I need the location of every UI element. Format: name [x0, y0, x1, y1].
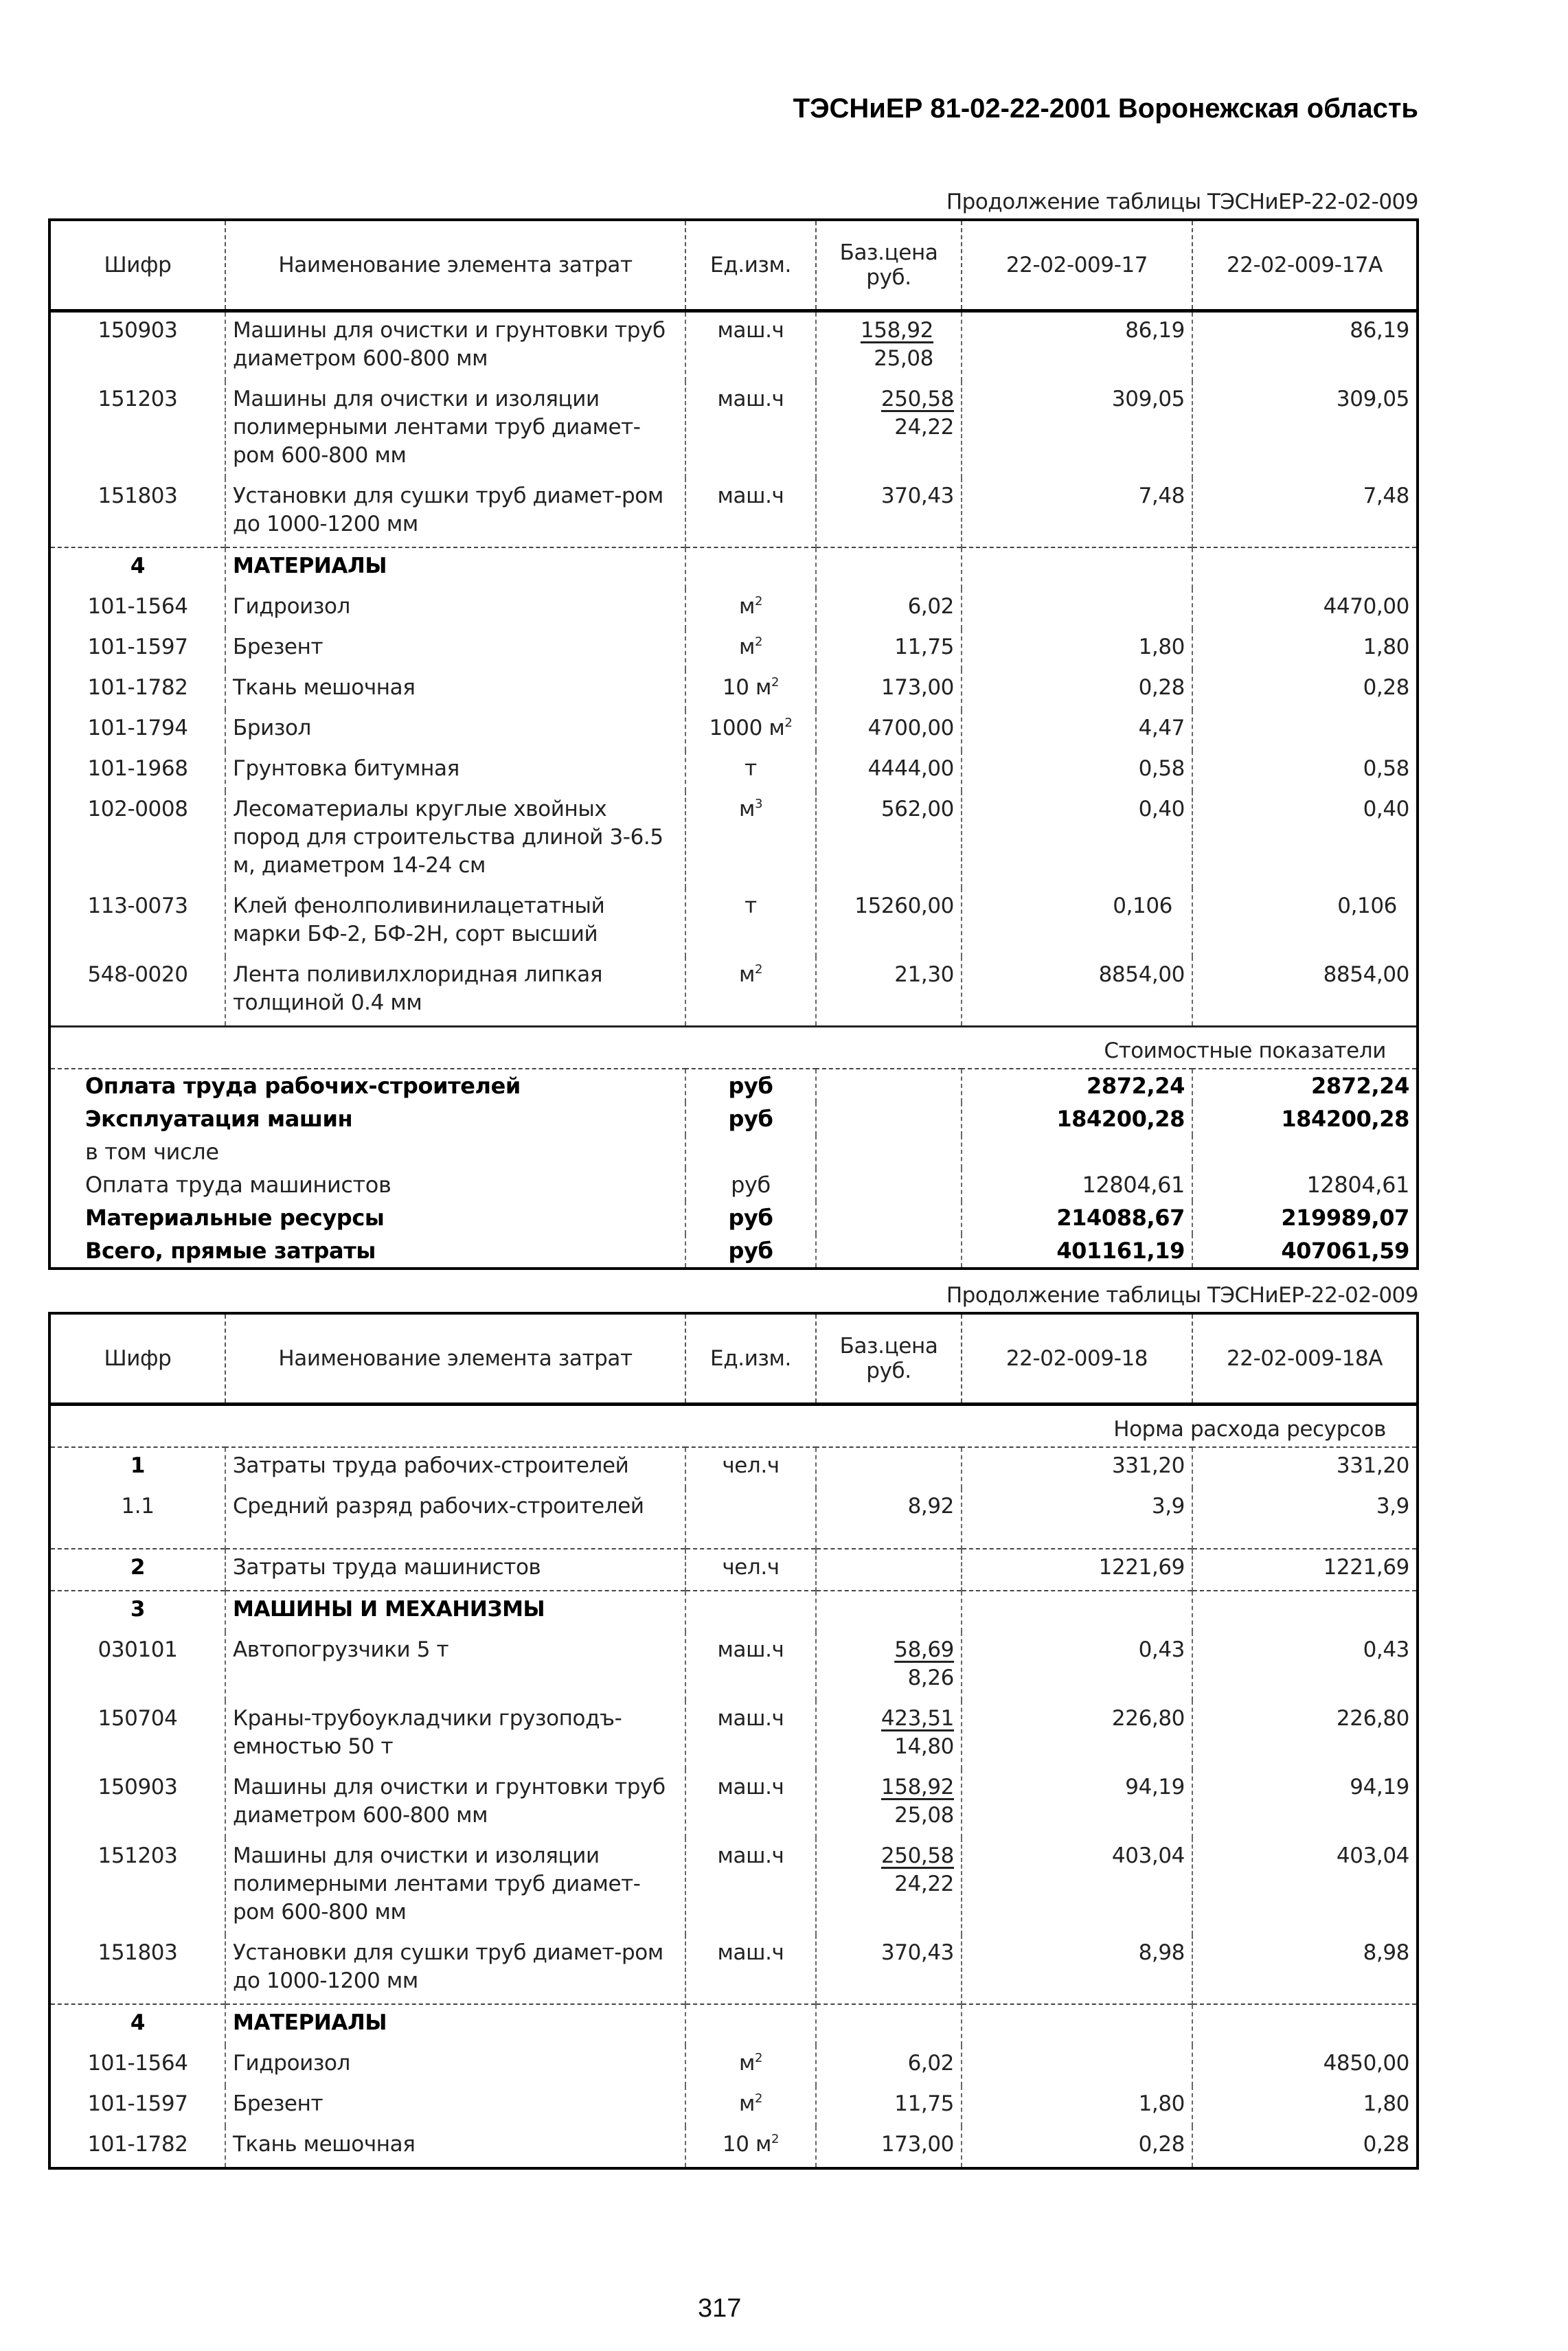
- summary-value-1: 214088,67: [962, 1201, 1192, 1234]
- row-unit: $м^2$: [685, 629, 816, 670]
- section-code: 4: [49, 2004, 225, 2045]
- row-unit: маш.ч: [685, 1935, 816, 2004]
- row-value-2: 4850,00: [1192, 2045, 1418, 2086]
- row-code: 101-1597: [87, 2091, 188, 2116]
- row-unit: маш.ч: [685, 1632, 816, 1701]
- row-price: 11,75: [816, 629, 962, 670]
- row-value-2: 8,98: [1192, 1935, 1418, 2004]
- row-unit: маш.ч: [685, 311, 816, 382]
- table-row: [49, 589, 1418, 629]
- row-name: Установки для сушки труб диамет-ром до 1000-1200 мм: [225, 1935, 685, 2004]
- price-wage: 14,80: [894, 1734, 954, 1759]
- row-unit: маш.ч: [685, 381, 816, 478]
- summary-unit: руб: [685, 1234, 816, 1269]
- row-price: 370,43: [816, 478, 962, 547]
- row-value-1: 8854,00: [962, 957, 1192, 1027]
- col-header-price: Баз.цена руб.: [816, 220, 962, 311]
- table-row: [49, 2086, 1418, 2126]
- row-value-1: 86,19: [962, 311, 1192, 382]
- row-code: 150903: [98, 318, 178, 343]
- table-row: [49, 1838, 1418, 1935]
- row-value-2: 0,28: [1192, 670, 1418, 710]
- summary-unit: руб: [685, 1102, 816, 1135]
- row-value-2: 1221,69: [1192, 1549, 1418, 1591]
- row-value-1: [962, 2045, 1192, 2086]
- col-header-norm-2: 22-02-009-18А: [1192, 1313, 1418, 1405]
- table-row: [49, 670, 1418, 710]
- row-value-1: 0,43: [962, 1632, 1192, 1701]
- price-total: 158,92: [860, 318, 933, 343]
- price-wage: 24,22: [894, 415, 954, 440]
- row-code: 151803: [98, 484, 178, 508]
- row-price: 15260,00: [816, 888, 962, 957]
- row-unit: $м^2$: [685, 2045, 816, 2086]
- table2-caption: Продолжение таблицы ТЭСНиЕР-22-02-009: [946, 1283, 1418, 1308]
- row-value-2: 4470,00: [1192, 589, 1418, 629]
- row-unit: маш.ч: [685, 1701, 816, 1769]
- row-code: 101-1782: [87, 675, 188, 700]
- section-name: МАТЕРИАЛЫ: [225, 2004, 685, 2045]
- band-cost-indicators: [49, 1027, 1418, 1069]
- price-wage: 25,08: [894, 1803, 954, 1828]
- table-row: [49, 1701, 1418, 1769]
- summary-label: Оплата труда рабочих-строителей: [85, 1073, 521, 1099]
- table-row: [49, 1549, 1418, 1591]
- row-name: Установки для сушки труб диамет-ром до 1000-1200 мм: [225, 478, 685, 547]
- row-code: 101-1564: [87, 2051, 188, 2076]
- row-value-1: 226,80: [962, 1701, 1192, 1769]
- section-name: МАШИНЫ И МЕХАНИЗМЫ: [225, 1591, 685, 1632]
- price-total: 58,69: [894, 1637, 954, 1662]
- row-unit: т: [685, 751, 816, 791]
- col-header-name: Наименование элемента затрат: [225, 1313, 685, 1405]
- row-price: [816, 1632, 962, 1701]
- summary-row: [49, 1168, 1418, 1201]
- row-value-2: 86,19: [1192, 311, 1418, 382]
- row-name: Машины для очистки и изоляции полимерными лентами труб диамет-ром 600-800 мм: [225, 1838, 685, 1935]
- row-code: 030101: [98, 1637, 178, 1662]
- col-header-code: Шифр: [49, 220, 225, 311]
- row-value-1: 8,98: [962, 1935, 1192, 2004]
- table-row: [49, 957, 1418, 1027]
- row-value-2: 3,9: [1192, 1488, 1418, 1549]
- row-unit: $м^2$: [685, 589, 816, 629]
- row-price: 173,00: [816, 670, 962, 710]
- row-code: 101-1794: [87, 716, 188, 740]
- row-value-1: 4,47: [962, 710, 1192, 751]
- row-name: Грунтовка битумная: [225, 751, 685, 791]
- row-value-1: 1,80: [962, 2086, 1192, 2126]
- summary-value-2: 2872,24: [1192, 1069, 1418, 1102]
- summary-row: [49, 1102, 1418, 1135]
- row-value-1: 1221,69: [962, 1549, 1192, 1591]
- table-row: [49, 1769, 1418, 1838]
- summary-label: Материальные ресурсы: [85, 1205, 385, 1231]
- row-unit: маш.ч: [685, 1769, 816, 1838]
- row-value-2: 94,19: [1192, 1769, 1418, 1838]
- band-label: Норма расхода ресурсов: [49, 1405, 1418, 1448]
- row-code: 150704: [98, 1706, 178, 1731]
- section-name: МАТЕРИАЛЫ: [225, 547, 685, 589]
- row-name: Затраты труда машинистов: [225, 1549, 685, 1591]
- row-code: 101-1968: [87, 756, 188, 781]
- row-price: 11,75: [816, 2086, 962, 2126]
- summary-value-2: 184200,28: [1192, 1102, 1418, 1135]
- table-row: [49, 710, 1418, 751]
- summary-value-1: 12804,61: [962, 1168, 1192, 1201]
- row-price: 6,02: [816, 589, 962, 629]
- section-header-materials: [49, 547, 1418, 589]
- row-value-2: 1,80: [1192, 629, 1418, 670]
- row-unit: $м^3$: [685, 791, 816, 888]
- row-code: 151203: [98, 387, 178, 411]
- row-code: 151203: [98, 1843, 178, 1868]
- price-wage: 25,08: [874, 346, 933, 371]
- row-code: 548-0020: [87, 962, 188, 987]
- summary-unit: руб: [685, 1069, 816, 1102]
- row-name: Машины для очистки и грунтовки труб диаметром 600-800 мм: [225, 1769, 685, 1838]
- row-name: Лента поливилхлоридная липкая толщиной 0.4 мм: [225, 957, 685, 1027]
- row-name: Клей фенолполивинилацетатный марки БФ-2, БФ-2Н, сорт высший: [225, 888, 685, 957]
- row-unit: 10 $м^2$: [685, 2126, 816, 2168]
- row-value-2: 403,04: [1192, 1838, 1418, 1935]
- col-header-norm-2: 22-02-009-17А: [1192, 220, 1418, 311]
- table-row: [49, 1447, 1418, 1488]
- row-unit: маш.ч: [685, 1838, 816, 1935]
- row-code: 1.1: [121, 1494, 155, 1519]
- row-code: 101-1564: [87, 594, 188, 619]
- row-value-1: 0,58: [962, 751, 1192, 791]
- row-code: 150903: [98, 1775, 178, 1799]
- table-row: [49, 2126, 1418, 2168]
- price-wage: 8,26: [907, 1666, 954, 1690]
- table-row: [49, 1632, 1418, 1701]
- row-unit: [685, 1488, 816, 1549]
- section-code: 4: [49, 547, 225, 589]
- summary-row: [49, 1234, 1418, 1269]
- row-code: 113-0073: [87, 894, 188, 918]
- row-name: Автопогрузчики 5 т: [225, 1632, 685, 1701]
- row-value-2: 309,05: [1192, 381, 1418, 478]
- row-price: 6,02: [816, 2045, 962, 2086]
- summary-row: [49, 1201, 1418, 1234]
- row-value-1: 94,19: [962, 1769, 1192, 1838]
- row-price: [816, 311, 962, 382]
- table1-caption: Продолжение таблицы ТЭСНиЕР-22-02-009: [946, 190, 1418, 214]
- row-name: Брезент: [225, 2086, 685, 2126]
- row-value-2: [1192, 710, 1418, 751]
- col-header-price: Баз.цена руб.: [816, 1313, 962, 1405]
- row-name: Ткань мешочная: [225, 670, 685, 710]
- summary-unit: [685, 1135, 816, 1168]
- table-row: [49, 1935, 1418, 2004]
- summary-value-1: 401161,19: [962, 1234, 1192, 1269]
- row-code: 101-1782: [87, 2132, 188, 2157]
- row-name: Брезент: [225, 629, 685, 670]
- section-header-materials: [49, 2004, 1418, 2045]
- summary-label: Всего, прямые затраты: [85, 1238, 376, 1264]
- row-name: Ткань мешочная: [225, 2126, 685, 2168]
- row-price: [816, 1549, 962, 1591]
- row-value-1: 3,9: [962, 1488, 1192, 1549]
- row-unit: чел.ч: [685, 1447, 816, 1488]
- summary-label: Оплата труда машинистов: [85, 1172, 391, 1198]
- summary-value-1: [962, 1135, 1192, 1168]
- row-code: 2: [49, 1549, 225, 1591]
- summary-value-2: 407061,59: [1192, 1234, 1418, 1269]
- price-total: 158,92: [880, 1775, 954, 1799]
- row-name: Бризол: [225, 710, 685, 751]
- page-number: 317: [698, 2294, 742, 2323]
- row-code: 1: [130, 1453, 146, 1478]
- summary-unit: руб: [685, 1201, 816, 1234]
- row-price: 8,92: [816, 1488, 962, 1549]
- row-value-2: 1,80: [1192, 2086, 1418, 2126]
- row-unit: 1000 $м^2$: [685, 710, 816, 751]
- row-value-1: 0,28: [962, 670, 1192, 710]
- row-value-1: 0,106: [962, 888, 1192, 957]
- col-header-norm-1: 22-02-009-17: [962, 220, 1192, 311]
- table-row: [49, 629, 1418, 670]
- summary-value-1: 2872,24: [962, 1069, 1192, 1102]
- summary-label: Эксплуатация машин: [85, 1106, 353, 1132]
- row-value-2: 7,48: [1192, 478, 1418, 547]
- row-name: Машины для очистки и грунтовки труб диаметром 600-800 мм: [225, 311, 685, 382]
- row-value-1: 331,20: [962, 1447, 1192, 1488]
- table-row: [49, 888, 1418, 957]
- row-value-1: 309,05: [962, 381, 1192, 478]
- row-value-2: 0,40: [1192, 791, 1418, 888]
- summary-value-2: [1192, 1135, 1418, 1168]
- row-code: 151803: [98, 1940, 178, 1965]
- row-price: 370,43: [816, 1935, 962, 2004]
- table1: [48, 218, 1419, 1270]
- band-resource-norms: [49, 1405, 1418, 1448]
- row-price: [816, 1769, 962, 1838]
- row-value-1: 0,28: [962, 2126, 1192, 2168]
- summary-row: [49, 1135, 1418, 1168]
- section-header-machines: [49, 1591, 1418, 1632]
- row-unit: т: [685, 888, 816, 957]
- col-header-unit: Ед.изм.: [685, 220, 816, 311]
- price-wage: 24,22: [894, 1872, 954, 1896]
- summary-value-2: 12804,61: [1192, 1168, 1418, 1201]
- row-value-1: 7,48: [962, 478, 1192, 547]
- row-value-2: 0,28: [1192, 2126, 1418, 2168]
- row-name: Средний разряд рабочих-строителей: [225, 1488, 685, 1549]
- table-row: [49, 791, 1418, 888]
- col-header-norm-1: 22-02-009-18: [962, 1313, 1192, 1405]
- row-name: Краны-трубоукладчики грузоподъ-емностью 50 т: [225, 1701, 685, 1769]
- row-value-1: [962, 589, 1192, 629]
- row-value-1: 0,40: [962, 791, 1192, 888]
- row-price: [816, 1447, 962, 1488]
- row-unit: 10 $м^2$: [685, 670, 816, 710]
- row-price: 4700,00: [816, 710, 962, 751]
- row-unit: $м^2$: [685, 957, 816, 1027]
- table2: [48, 1312, 1419, 2170]
- table1-header-row: [49, 220, 1418, 311]
- row-value-2: 0,58: [1192, 751, 1418, 791]
- summary-value-2: 219989,07: [1192, 1201, 1418, 1234]
- table-row: [49, 2045, 1418, 2086]
- col-header-unit: Ед.изм.: [685, 1313, 816, 1405]
- row-price: [816, 381, 962, 478]
- table-row: [49, 1488, 1418, 1549]
- row-value-1: 1,80: [962, 629, 1192, 670]
- row-price: 562,00: [816, 791, 962, 888]
- row-name: Лесоматериалы круглые хвойных пород для строительства длиной 3-6.5 м, диаметром 14-24 см: [225, 791, 685, 888]
- summary-value-1: 184200,28: [962, 1102, 1192, 1135]
- table-row: [49, 478, 1418, 547]
- summary-label: в том числе: [85, 1139, 219, 1165]
- price-total: 250,58: [880, 1843, 954, 1868]
- price-total: 423,51: [880, 1706, 954, 1731]
- row-name: Машины для очистки и изоляции полимерными лентами труб диамет-ром 600-800 мм: [225, 381, 685, 478]
- row-price: 4444,00: [816, 751, 962, 791]
- row-name: Гидроизол: [225, 589, 685, 629]
- row-value-2: 0,106: [1192, 888, 1418, 957]
- table-row: [49, 751, 1418, 791]
- row-value-2: 8854,00: [1192, 957, 1418, 1027]
- page-header-title: ТЭСНиЕР 81-02-22-2001 Воронежская область: [793, 93, 1418, 124]
- row-unit: чел.ч: [685, 1549, 816, 1591]
- row-price: [816, 1838, 962, 1935]
- col-header-name: Наименование элемента затрат: [225, 220, 685, 311]
- row-price: [816, 1701, 962, 1769]
- table2-header-row: [49, 1313, 1418, 1405]
- row-value-2: 331,20: [1192, 1447, 1418, 1488]
- row-unit: $м^2$: [685, 2086, 816, 2126]
- row-value-2: 226,80: [1192, 1701, 1418, 1769]
- row-unit: маш.ч: [685, 478, 816, 547]
- table-row: [49, 381, 1418, 478]
- summary-row: [49, 1069, 1418, 1102]
- row-name: Затраты труда рабочих-строителей: [225, 1447, 685, 1488]
- row-price: 21,30: [816, 957, 962, 1027]
- table-row: [49, 311, 1418, 382]
- col-header-code: Шифр: [49, 1313, 225, 1405]
- row-value-2: 0,43: [1192, 1632, 1418, 1701]
- row-code: 102-0008: [87, 797, 188, 821]
- band-label: Стоимостные показатели: [49, 1027, 1418, 1069]
- price-total: 250,58: [880, 387, 954, 411]
- section-code: 3: [49, 1591, 225, 1632]
- row-name: Гидроизол: [225, 2045, 685, 2086]
- row-code: 101-1597: [87, 635, 188, 659]
- row-value-1: 403,04: [962, 1838, 1192, 1935]
- row-price: 173,00: [816, 2126, 962, 2168]
- summary-unit: руб: [685, 1168, 816, 1201]
